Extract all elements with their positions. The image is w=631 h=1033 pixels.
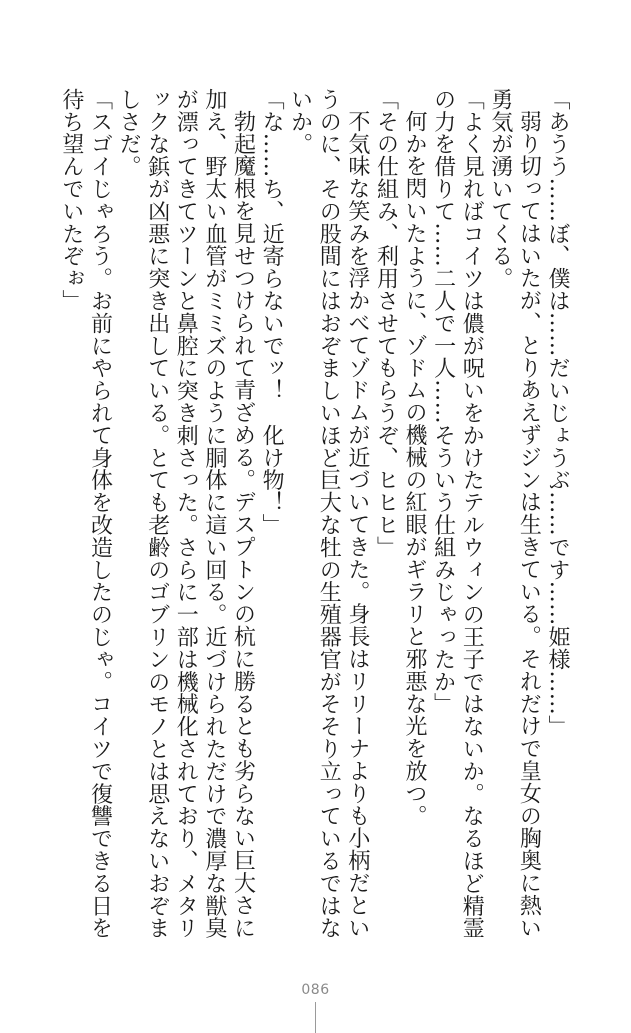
page-number: 086 [301, 982, 330, 998]
paragraph: 不気味な笑みを浮かべてゾドムが近づいてきた。身長はリリーナよりも小柄だというのに、その股間にはおぞましいほど巨大な牡の生殖器官がそそり立っているではないか。 [287, 88, 370, 940]
paragraph: 弱り切ってはいたが、とりあえずジンは生きている。それだけで皇女の胸奥に熱い勇気が湧いてくる。 [487, 88, 542, 939]
paragraph: 「スゴイじゃろう。お前にやられて身体を改造したのじゃ。コイツで復讐できる日を待ち望んでいたぞぉ」 [58, 88, 113, 940]
paragraph: 「その仕組み、利用させてもらうぞ、ヒヒヒ」 [373, 88, 399, 559]
page-number-rule [315, 1002, 316, 1033]
paragraph: 「な……ち、近寄らないでッ！ 化け物！」 [259, 88, 285, 536]
paragraph: 「あうう……ぼ、僕は……だいじょうぶ……です……姫様……」 [545, 88, 570, 738]
paragraph: 何かを閃いたように、ゾドムの機械の紅眼がギラリと邪悪な光を放つ。 [402, 110, 428, 827]
paragraph: 勃起魔根を見せつけられて青ざめる。デスプトンの杭に勝るとも劣らない巨大さに加え、野太い血管がミミズのように胴体に這い回る。近づけられただけで濃厚な獣臭が漂ってきてツーンと鼻腔に突き刺さった。さらに一部は機械化されており、メタリックな鋲が凶悪に突き出している。とても老齢のゴブリンのモノとは思えないおぞましさだ。 [116, 88, 256, 940]
novel-text-block [56, 88, 571, 958]
paragraph: 「よく見ればコイツは儂が呪いをかけたテルウィンの王子ではないか。なるほど精霊の力を借りて……二人で一人……そういう仕組みじゃったか」 [430, 88, 485, 940]
